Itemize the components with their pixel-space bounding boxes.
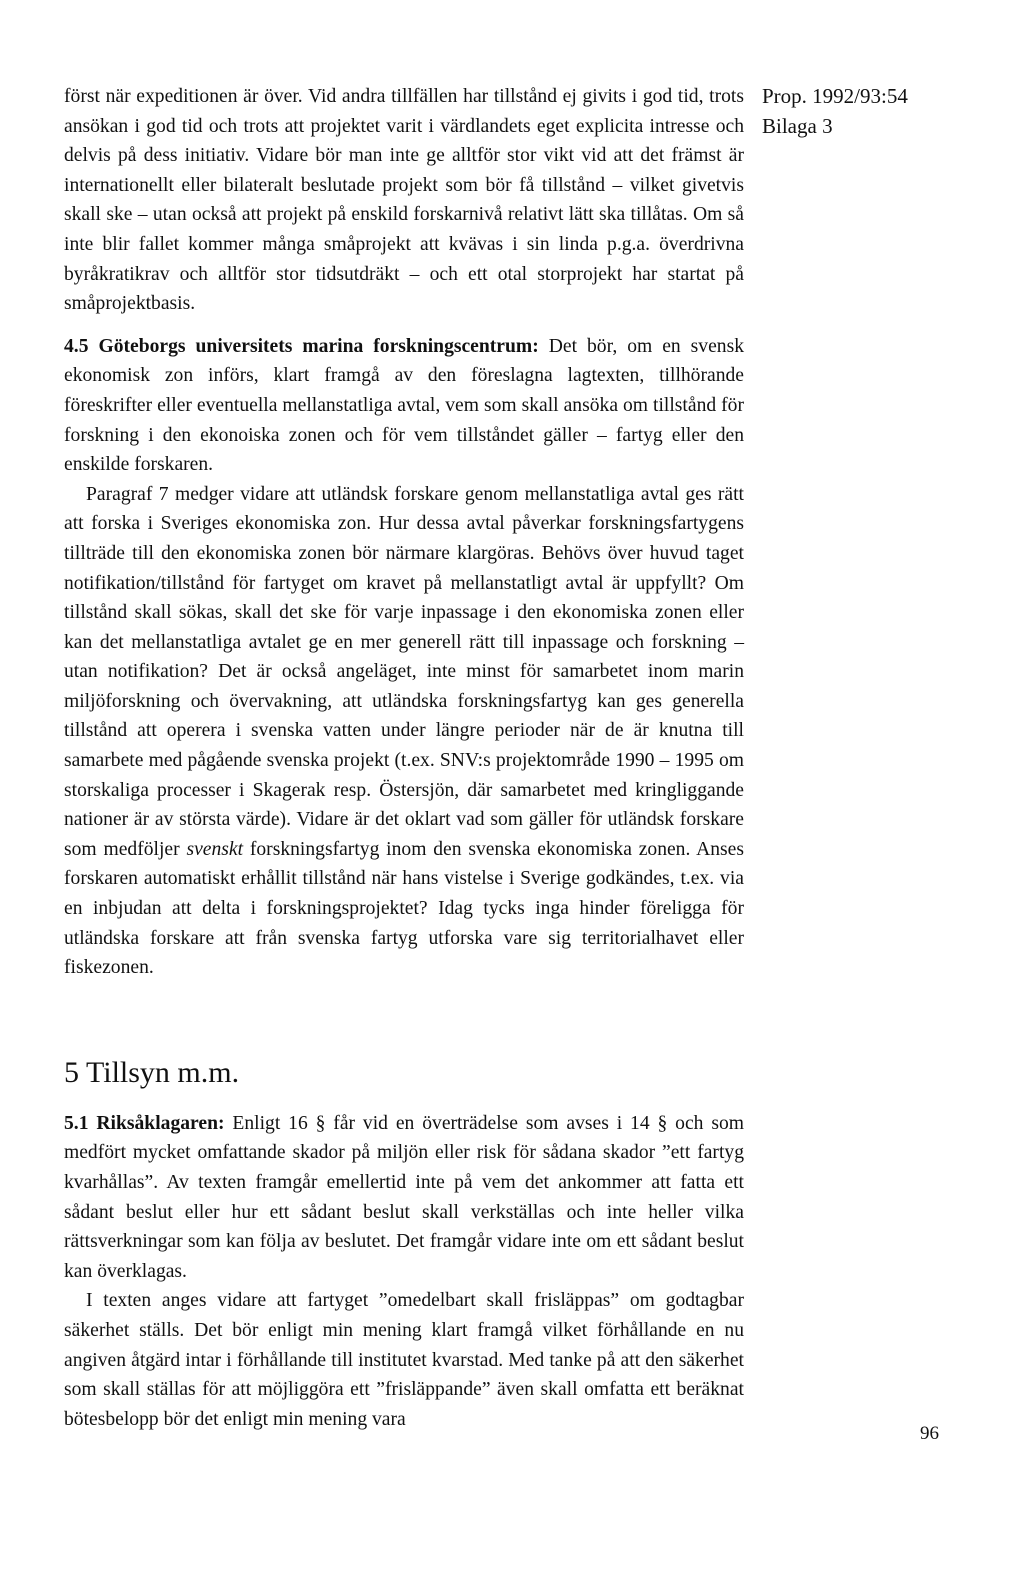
appendix-label: Bilaga 3 bbox=[762, 113, 833, 138]
paragraph-intro: först när expeditionen är över. Vid andra tillfällen har tillstånd ej givits i god tid, trots ansökan i god tid och trots att projektet varit i värdlandets eget explicita intresse och delvis på dess initiativ. Vidare bör man inte ge alltför stor vikt vid att det främst är internationellt eller bilateralt beslutade projekt som bör få tillstånd – vilket givetvis skall ske – utan också att projekt på enskild forskarnivå relativt lätt ska tillåtas. Om så inte blir fallet kommer många småprojekt att kvävas i sin linda p.g.a. överdrivna byråkratikrav och alltför stor tidsutdräkt – och ett otal storprojekt har startat på småprojektbasis. bbox=[64, 86, 744, 315]
section-5-1-number: 5.1 bbox=[64, 1112, 89, 1134]
proposition-number: Prop. 1992/93:54 bbox=[762, 84, 908, 108]
section-5-1-heading: Riksåklagaren: bbox=[96, 1112, 225, 1134]
paragraph-paragraf-7-part1: Paragraf 7 medger vidare att utländsk forskare genom mellanstatliga avtal ges rätt att forska i Sveriges ekonomiska zon. Hur dessa avtal påverkar forskningsfartygens tillträde till den ekonomiska zonen bör närmare klargöras. Behövs över huvud taget notifikation/tillstånd för fartyget om kravet på mellanstatligt avtal är uppfyllt? Om tillstånd skall sökas, skall det ske för varje inpassage i den ekonomiska zonen eller kan det mellanstatliga avtalet ge en mer generell rätt till inpassage och forskning – utan notifikation? Det är också angeläget, inte minst för samarbetet inom marin miljöforskning och övervakning, att utländska forskningsfartyg kan ges generella tillstånd att operera i svenska vatten under längre perioder när de är knutna till samarbete med pågående svenska projekt (t.ex. SNV:s projektområde 1990 – 1995 om storskaliga processer i Skagerak resp. Östersjön, där samarbetet med kringliggande nationer är av största värde). Vidare är det oklart vad som gäller för utländsk forskare som medföljer bbox=[64, 483, 744, 860]
paragraph-frislappande: I texten anges vidare att fartyget ”omedelbart skall frisläppas” om godtagbar säkerhet ställs. Det bör enligt min mening klart framgå vilket förhållande en nu angiven åtgärd intar i förhållande till institutet kvarstad. Med tanke på att den säkerhet som skall ställas för att möjliggöra ett ”frisläppande” även skall omfatta ett beräknat bötesbelopp bör det enligt min mening vara bbox=[64, 1290, 744, 1430]
section-5-1 bbox=[64, 1109, 744, 1287]
paragraph-paragraf-7-part2: forskningsfartyg inom den svenska ekonomiska zonen. Anses forskaren automatiskt erhållit tillstånd när hans vistelse i Sverige godkändes, t.ex. via en inbjudan att delta i forskningsprojektet? Idag tycks inga hinder föreligga för utländska forskare att från svenska fartyg utforska vare sig territorialhavet eller fiskezonen. bbox=[64, 838, 745, 979]
paragraph-paragraf-7 bbox=[64, 480, 744, 983]
section-4-5 bbox=[64, 332, 744, 480]
main-text-column bbox=[64, 82, 744, 1434]
section-4-5-text: Det bör, om en svensk ekonomisk zon införs, klart framgå av den föreslagna lagtexten, tillhörande föreskrifter eller eventuella mellanstatliga avtal, vem som skall ansöka om tillstånd för forskning i den ekonoiska zonen och för vem tillståndet gäller – fartyg eller den enskilde forskaren. bbox=[64, 335, 745, 476]
section-4-5-heading: Göteborgs universitets marina forskningscentrum: bbox=[98, 335, 539, 357]
page-number: 96 bbox=[920, 1423, 939, 1444]
section-4-5-number: 4.5 bbox=[64, 335, 89, 357]
section-5-title: 5 Tillsyn m.m. bbox=[64, 1055, 240, 1089]
paragraph-paragraf-7-emphasis: svenskt bbox=[186, 838, 244, 860]
margin-reference bbox=[762, 82, 908, 141]
section-5-1-text: Enligt 16 § får vid en överträdelse som avses i 14 § och som medfört mycket omfattande skador på miljön eller risk för sådana skador ”ett fartyg kvarhållas”. Av texten framgår emellertid inte på vem det ankommer att fatta ett sådant beslut eller hur ett sådant beslut skall verkställas och inte heller vilka rättsverkningar som kan följa av beslutet. Det framgår vidare inte om ett sådant beslut kan överklagas. bbox=[64, 1112, 745, 1282]
